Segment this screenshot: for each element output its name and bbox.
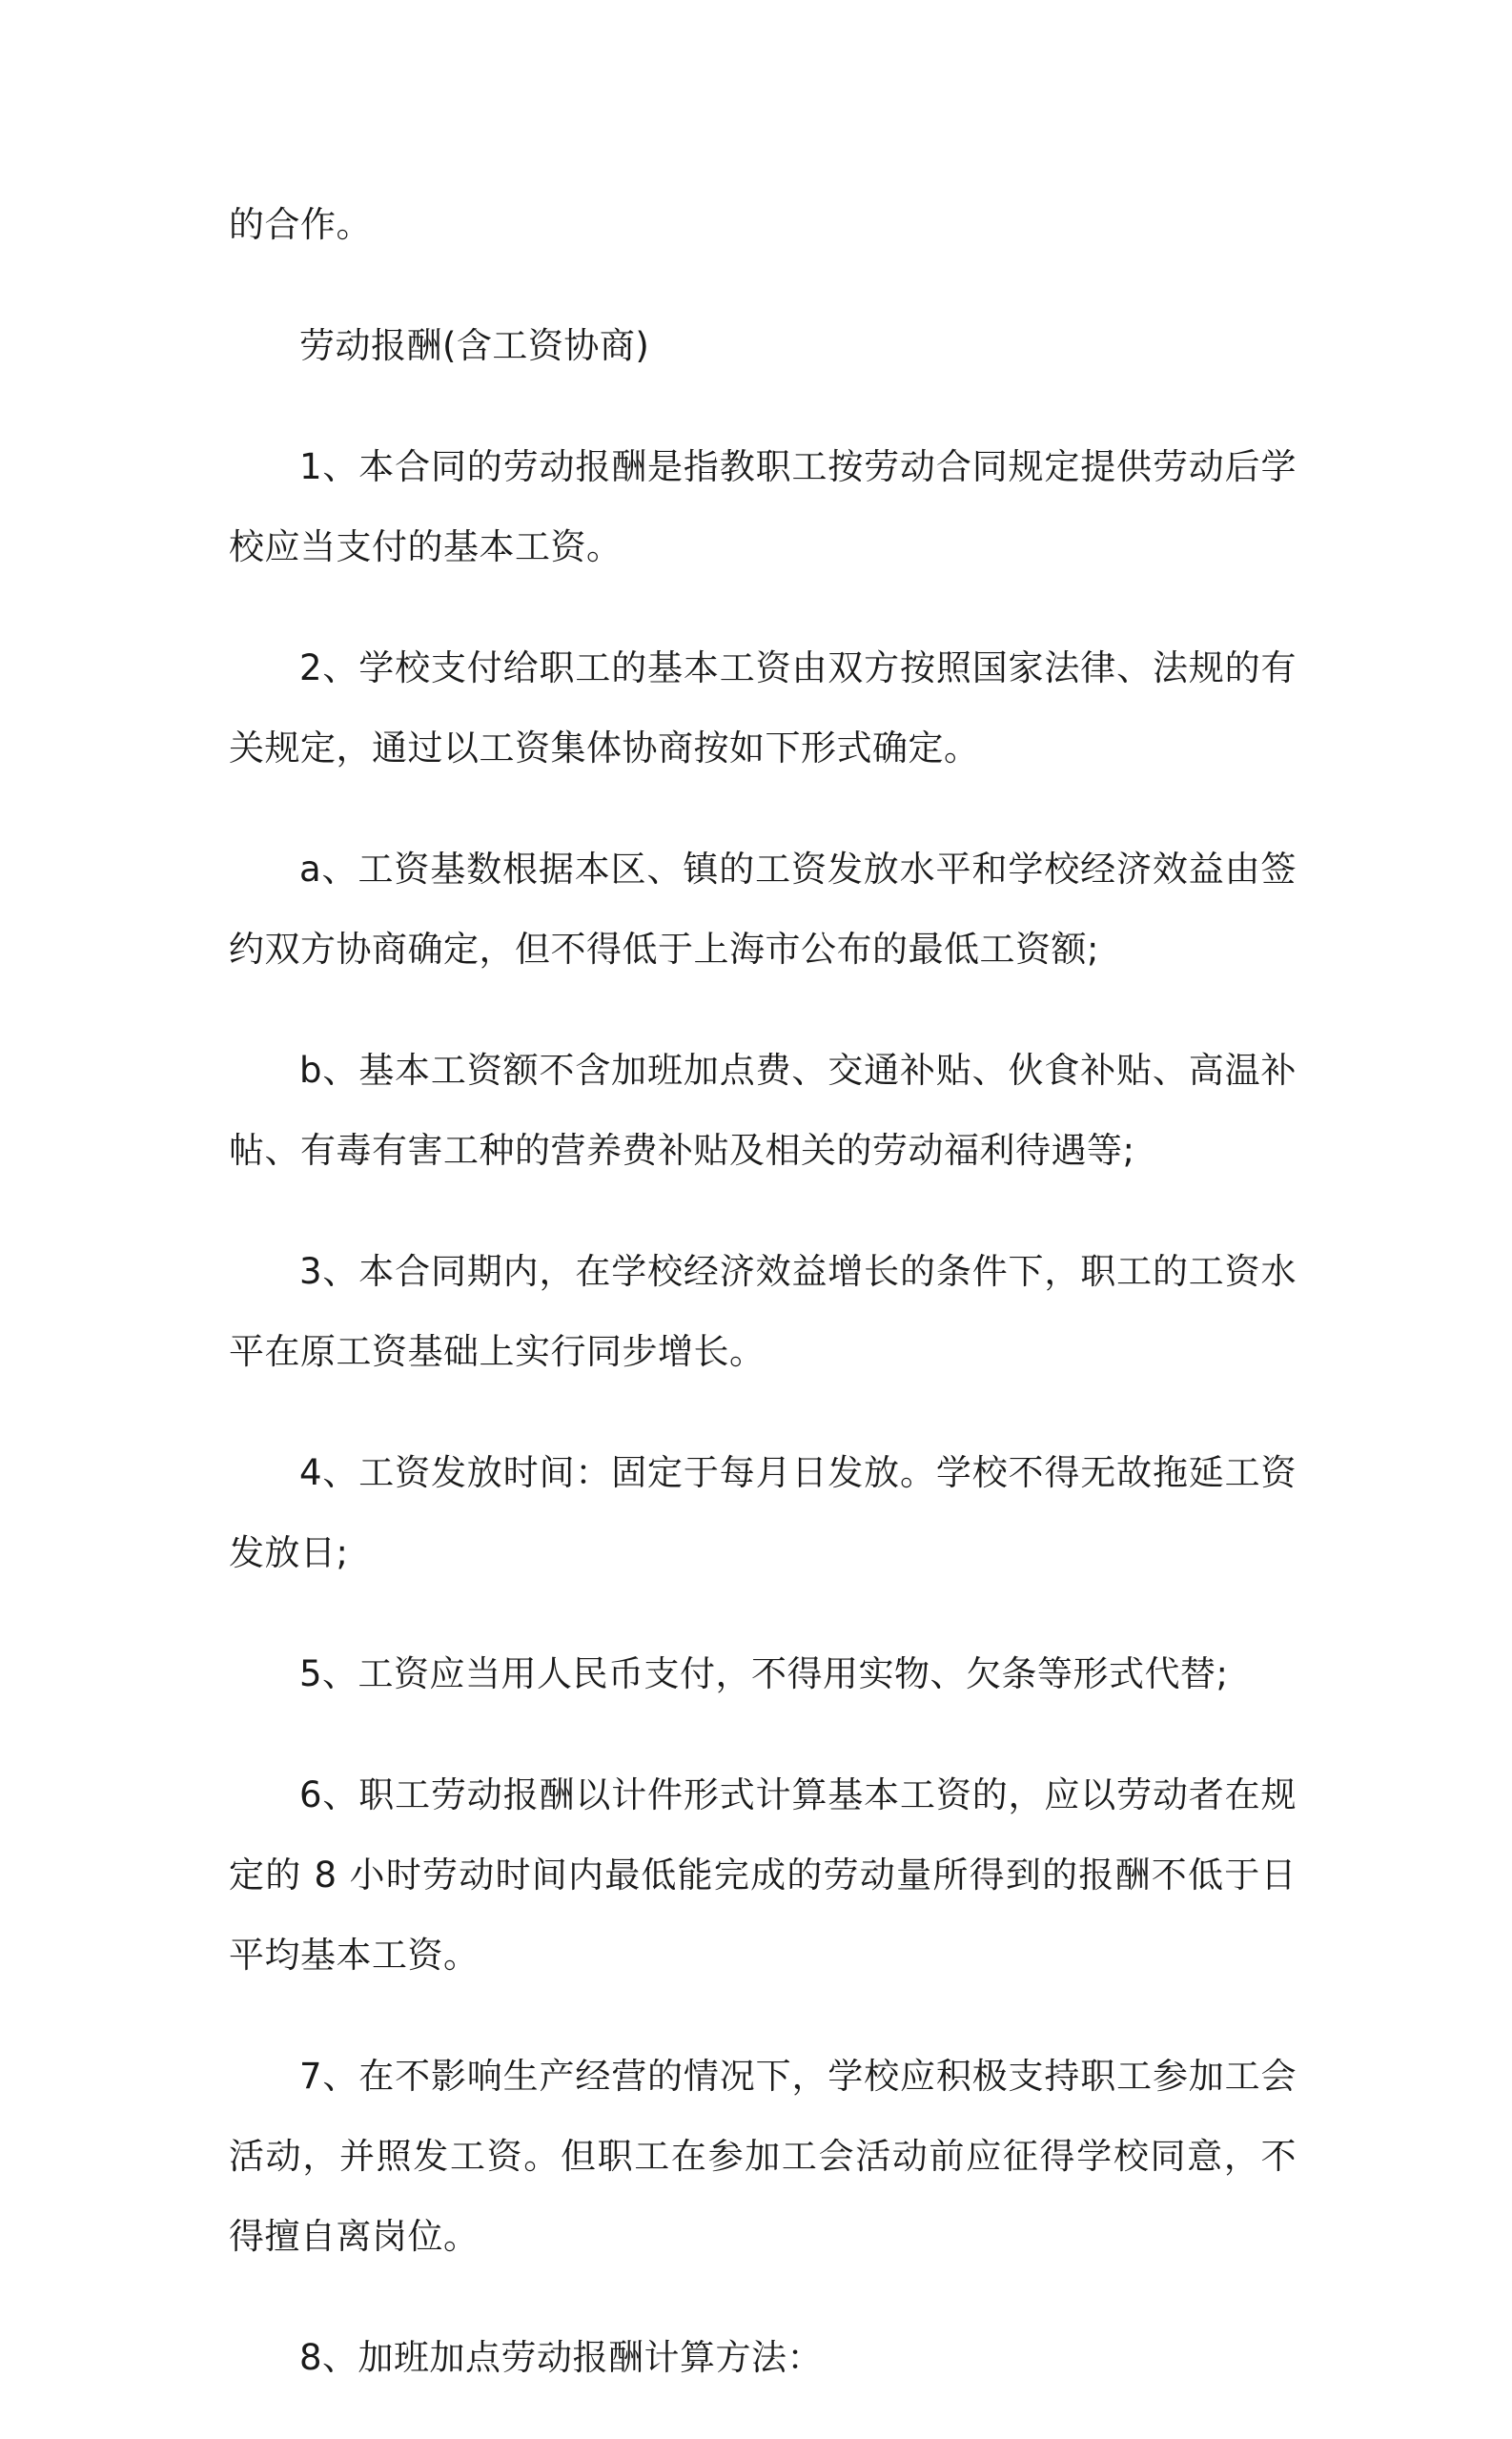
document-body [229,185,1297,2439]
paragraph-item-2: 2、学校支付给职工的基本工资由双方按照国家法律、法规的有关规定，通过以工资集体协商按如下形式确定。 [229,647,1297,769]
section-heading: 劳动报酬(含工资协商) [299,325,650,366]
paragraph-item-3: 3、本合同期内，在学校经济效益增长的条件下，职工的工资水平在原工资基础上实行同步增长。 [229,1251,1297,1372]
paragraph-item-b: b、基本工资额不含加班加点费、交通补贴、伙食补贴、高温补帖、有毒有害工种的营养费补贴及相关的劳动福利待遇等; [229,1050,1297,1171]
paragraph-item-8: 8、加班加点劳动报酬计算方法： [299,2337,824,2378]
paragraph-item-6: 6、职工劳动报酬以计件形式计算基本工资的，应以劳动者在规定的 8 小时劳动时间内最低能完成的劳动量所得到的报酬不低于日平均基本工资。 [229,1774,1297,1976]
paragraph-continuation: 的合作。 [229,204,372,245]
paragraph-item-5: 5、工资应当用人民币支付，不得用实物、欠条等形式代替; [299,1653,1229,1694]
paragraph-item-7: 7、在不影响生产经营的情况下，学校应积极支持职工参加工会活动，并照发工资。但职工在参加工会活动前应征得学校同意，不得擅自离岗位。 [229,2056,1297,2257]
paragraph-item-a: a、工资基数根据本区、镇的工资发放水平和学校经济效益由签约双方协商确定，但不得低于上海市公布的最低工资额; [229,849,1297,970]
paragraph-item-1: 1、本合同的劳动报酬是指教职工按劳动合同规定提供劳动后学校应当支付的基本工资。 [229,446,1297,567]
paragraph-item-4: 4、工资发放时间：固定于每月日发放。学校不得无故拖延工资发放日; [229,1452,1297,1573]
